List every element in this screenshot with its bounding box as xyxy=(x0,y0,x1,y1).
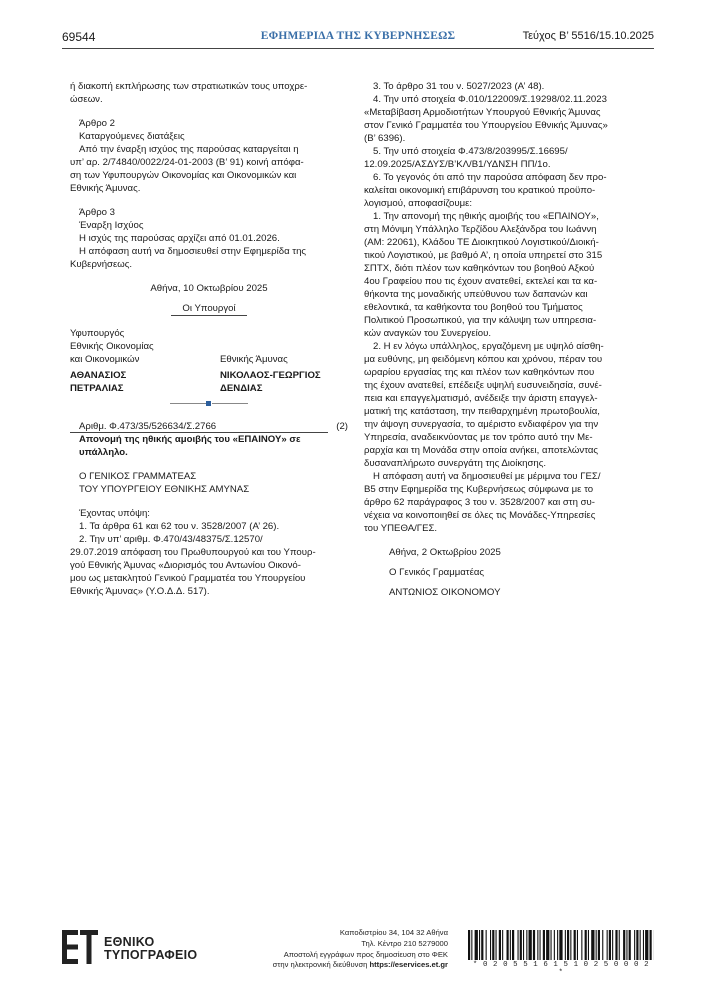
submission-line: Αποστολή εγγράφων προς δημοσίευση στο ΦΕΚ xyxy=(283,949,448,959)
signing-date: Αθήνα, 10 Οκτωβρίου 2025 xyxy=(150,283,268,294)
decision-point-1-line: τικού Λογιστικού, με βαθμό Α’, η οποία υπηρετεί στο 315 xyxy=(364,250,603,261)
signature-role-line: Υφυπουργός xyxy=(70,328,125,339)
phone-line: Τηλ. Κέντρο 210 5279000 xyxy=(361,938,448,948)
signature-defence-minister xyxy=(220,353,350,395)
decision-point-1-line: ΣΠΤΧ, διότι πλέον των καθηκόντων του βοηθού Αξκού xyxy=(364,263,595,274)
decision-point-2-line: 2. Η εν λόγω υπάλληλος, εργαζόμενη με υψηλό αίσθη- xyxy=(373,341,604,352)
page-number: 69544 xyxy=(62,30,96,44)
reference-item-4-line: «Μεταβίβαση Αρμοδιοτήτων Υπουργού Εθνικής Άμυνας xyxy=(364,107,601,118)
publication-order-line: Η απόφαση αυτή να δημοσιευθεί με μέριμνα του ΓΕΣ/ xyxy=(373,471,601,482)
separator-square-icon xyxy=(206,401,211,406)
left-column xyxy=(70,80,348,598)
publication-order-line: νέχεια να κοινοποιηθεί σε όλες τις Μονάδες-Υπηρεσίες xyxy=(364,510,596,521)
decision-point-2-line: ραρχία και τη Μονάδα στην οποία ανήκει, αποτελώντας xyxy=(364,445,599,456)
article-2-title: Άρθρο 2 xyxy=(79,118,115,129)
signatory-name: ΑΝΤΩΝΙΟΣ ΟΙΚΟΝΟΜΟΥ xyxy=(389,587,501,598)
article-3-subtitle: Έναρξη Ισχύος xyxy=(79,220,144,231)
barcode-digits: * 0 2 0 5 5 1 6 1 5 1 0 2 5 0 0 0 2 * xyxy=(472,961,650,977)
decision-reference-row xyxy=(70,420,348,433)
decision-point-1-line: 4ου Γραφείου που τις έχουν ανατεθεί, εκτελεί και τα κα- xyxy=(364,276,598,287)
decision-point-1-line: (ΑΜ: 22061), Κλάδου ΤΕ Διοικητικού Λογιστικού/Διοική- xyxy=(364,237,599,248)
portal-line xyxy=(208,960,448,971)
signing-date-2: Αθήνα, 2 Οκτωβρίου 2025 xyxy=(389,547,501,558)
reference-item-2-line: 2. Την υπ’ αριθμ. Φ.470/43/48375/Σ.12570/ xyxy=(79,534,263,545)
decision-point-1-line: εθελοντικά, τα καθήκοντα του βοηθού του Τμήματος xyxy=(364,302,583,313)
signature-name-line: ΑΘΑΝΑΣΙΟΣ xyxy=(70,370,127,381)
reference-item-4-line: (Β’ 6396). xyxy=(364,133,406,144)
publication-order-line: Β5 στην Εφημερίδα της Κυβερνήσεως σύμφωνα με το xyxy=(364,484,594,495)
signature-name-line: ΔΕΝΔΙΑΣ xyxy=(220,383,263,394)
signature-role-line: Εθνικής Οικονομίας xyxy=(70,341,154,352)
logo-text xyxy=(104,936,197,962)
signature-name-line: ΝΙΚΟΛΑΟΣ-ΓΕΩΡΓΙΟΣ xyxy=(220,370,321,381)
ministers-heading: Οι Υπουργοί xyxy=(182,303,236,314)
reference-item-1: 1. Τα άρθρα 61 και 62 του ν. 3528/2007 (Α’ 26). xyxy=(79,521,280,532)
reference-item-2-line: 29.07.2019 απόφαση του Πρωθυπουργού και του Υπουρ- xyxy=(70,547,316,558)
section-separator xyxy=(70,397,348,409)
decision-point-2-line: της έχουν ανατεθεί, επέδειξε υψηλή ευσυνειδησία, συνέ- xyxy=(364,380,602,391)
decision-reference: Αριθμ. Φ.473/35/526634/Σ.2766 xyxy=(79,421,217,432)
continued-text-line: ώσεων. xyxy=(70,94,103,105)
article-2-line: Από την έναρξη ισχύος της παρούσας καταργείται η xyxy=(79,144,299,155)
barcode xyxy=(468,930,654,977)
reference-item-6-line: 6. Το γεγονός ότι από την παρούσα απόφαση δεν προ- xyxy=(373,172,607,183)
signature-role-line: Εθνικής Άμυνας xyxy=(220,354,288,365)
address-line: Καποδιστρίου 34, 104 32 Αθήνα xyxy=(339,928,448,937)
decision-point-2-line: ματική της κατάσταση, την πειθαρχημένη πρωτοβουλία, xyxy=(364,406,600,417)
barcode-bars xyxy=(468,930,654,960)
et-logo-icon xyxy=(62,930,98,964)
having-regard: Έχοντας υπόψη: xyxy=(79,508,150,519)
signatures-block xyxy=(70,327,348,397)
issue-reference: Τεύχος Β’ 5516/15.10.2025 xyxy=(522,30,654,42)
gazette-title: ΕΦΗΜΕΡΙΔΑ ΤΗΣ ΚΥΒΕΡΝΗΣΕΩΣ xyxy=(260,30,456,42)
signature-deputy-minister xyxy=(70,327,200,395)
article-2-line: Εθνικής Άμυνας. xyxy=(70,183,141,194)
reference-item-6-line: καλείται οικονομική επιβάρυνση του κρατικού προϋπο- xyxy=(364,185,596,196)
decision-point-1-line: θήκοντα της μοναδικής υπεύθυνου των δαπανών και xyxy=(364,289,588,300)
reference-item-2-line: μου ως μετακλητού Γενικού Γραμματέα του Υπουργείου xyxy=(70,573,306,584)
reference-item-4-line: στον Γενικό Γραμματέα του Υπουργείου Εθνικής Άμυνας» xyxy=(364,120,608,131)
portal-text: στην ηλεκτρονική διεύθυνση xyxy=(272,960,368,970)
authority-line: ΤΟΥ ΥΠΟΥΡΓΕΙΟΥ ΕΘΝΙΚΗΣ ΑΜΥΝΑΣ xyxy=(79,484,250,495)
decision-point-1-line: Πολιτικού Προσωπικού, για την κάλυψη των υπηρεσια- xyxy=(364,315,597,326)
reference-item-5-line: 12.09.2025/ΑΣΔΥΣ/Β’ΚΛ/Β1/ΥΔΝΣΗ ΠΠ/1ο. xyxy=(364,159,551,170)
right-column xyxy=(364,80,653,599)
decision-point-2-line: Υπηρεσία, αναδεικνύοντας με τον τρόπο αυτό την Με- xyxy=(364,432,593,443)
article-2-line: ση των Υφυπουργών Οικονομίας και Οικονομικών και xyxy=(70,170,297,181)
national-printing-office-logo xyxy=(62,930,212,968)
portal-link[interactable]: https://eservices.et.gr xyxy=(369,960,448,970)
decision-point-2-line: δυσαναπλήρωτο συνεργάτη της Διοίκησης. xyxy=(364,458,547,469)
decision-point-1-line: κών αναγκών του Συνεργείου. xyxy=(364,328,492,339)
reference-item-2-line: γού Εθνικής Άμυνας «Διορισμός του Αντωνίου Οικονό- xyxy=(70,560,301,571)
logo-text-line: ΕΘΝΙΚΟ xyxy=(104,935,155,949)
decision-point-2-line: την άψογη συνεργασία, το αμέριστο ενδιαφέρον για την xyxy=(364,419,599,430)
header-rule xyxy=(62,48,654,49)
reference-item-3: 3. Το άρθρο 31 του ν. 5027/2023 (Α’ 48). xyxy=(373,81,545,92)
article-3-line: Η απόφαση αυτή να δημοσιευθεί στην Εφημερίδα της xyxy=(79,246,307,257)
publication-order-line: του ΥΠΕΘΑ/ΓΕΣ. xyxy=(364,523,438,534)
page-footer xyxy=(62,926,654,976)
contact-info xyxy=(208,928,448,971)
decision-point-1-line: 1. Την απονομή της ηθικής αμοιβής του «ΕΠΑΙΝΟΥ», xyxy=(373,211,599,222)
continued-text-line: ή διακοπή εκπλήρωσης των στρατιωτικών τους υποχρε- xyxy=(70,81,308,92)
article-3-title: Άρθρο 3 xyxy=(79,207,115,218)
reference-item-4-line: 4. Την υπό στοιχεία Φ.010/122009/Σ.19298/02.11.2023 xyxy=(373,94,607,105)
article-3-line: Κυβερνήσεως. xyxy=(70,259,133,270)
decision-point-2-line: μα ευθύνης, μη φειδόμενη κόπου και χρόνου, πέραν του xyxy=(364,354,603,365)
decision-underline xyxy=(70,432,328,433)
reference-item-6-line: λογισμού, αποφασίζουμε: xyxy=(364,198,473,209)
signatory-role: Ο Γενικός Γραμματέας xyxy=(389,567,485,578)
decision-number: (2) xyxy=(336,421,348,432)
decision-point-2-line: πεια και επαγγελματισμό, ανέδειξε την άριστη επαγγελ- xyxy=(364,393,598,404)
decision-title-line: Απονομή της ηθικής αμοιβής του «ΕΠΑΙΝΟΥ» σε xyxy=(79,434,301,445)
logo-text-line: ΤΥΠΟΓΡΑΦΕΙΟ xyxy=(104,948,198,962)
authority-line: Ο ΓΕΝΙΚΟΣ ΓΡΑΜΜΑΤΕΑΣ xyxy=(79,471,197,482)
article-3-paragraph: Η ισχύς της παρούσας αρχίζει από 01.01.2026. xyxy=(79,233,280,244)
reference-item-2-line: Εθνικής Άμυνας» (Υ.Ο.Δ.Δ. 517). xyxy=(70,586,210,597)
article-2-line: υπ’ αρ. 2/74840/0022/24-01-2003 (Β’ 91) κοινή απόφα- xyxy=(70,157,304,168)
decision-point-1-line: στη Μόνιμη Υπάλληλο Τερζίδου Αλεξάνδρα του Ιωάννη xyxy=(364,224,597,235)
article-2-subtitle: Καταργούμενες διατάξεις xyxy=(79,131,185,142)
decision-point-2-line: ωραρίου εργασίας της και πλέον των καθηκόντων που xyxy=(364,367,595,378)
publication-order-line: άρθρο 62 παράγραφος 3 του ν. 3528/2007 και στη συ- xyxy=(364,497,595,508)
reference-item-5-line: 5. Την υπό στοιχεία Φ.473/8/203995/Σ.16695/ xyxy=(373,146,568,157)
signature-name-line: ΠΕΤΡΑΛΙΑΣ xyxy=(70,383,124,394)
decision-title-line: υπάλληλο. xyxy=(79,447,128,458)
signature-role-line: και Οικονομικών xyxy=(70,354,140,365)
page-header xyxy=(62,30,654,48)
